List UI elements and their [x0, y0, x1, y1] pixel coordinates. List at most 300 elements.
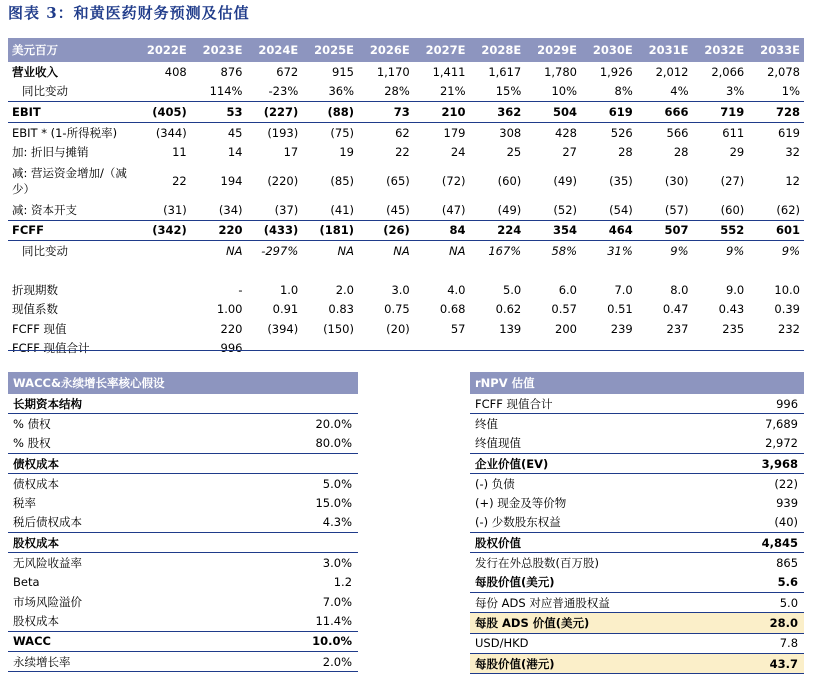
header-year: 2033E	[748, 38, 804, 62]
row-label: 减: 资本开支	[8, 200, 135, 220]
value-cell: NA	[393, 243, 410, 258]
panel-value	[238, 453, 358, 473]
value-cell: (88)	[302, 102, 358, 123]
value-cell: 1,780	[544, 64, 577, 79]
value-cell: 239	[610, 321, 633, 336]
row-label: 营业收入	[12, 64, 58, 79]
panel-label: 税后债权成本	[8, 513, 238, 533]
value-cell: 1,926	[599, 64, 633, 79]
panel-value: 3.0%	[322, 556, 353, 571]
panel-label: WACC	[8, 631, 238, 651]
value-cell: 9%	[726, 243, 745, 258]
table-header-row	[8, 38, 804, 62]
row-label: FCFF 现值合计	[12, 341, 90, 356]
value-cell: (85)	[330, 173, 354, 188]
value-cell: 996	[220, 341, 243, 356]
value-cell	[525, 339, 581, 359]
value-cell: (52)	[525, 200, 581, 220]
value-cell: 36%	[302, 82, 358, 102]
header-year: 2028E	[470, 38, 526, 62]
value-cell: (394)	[267, 321, 299, 336]
panel-row	[470, 474, 804, 494]
value-cell: 566	[666, 125, 689, 140]
value-cell: (27)	[720, 173, 745, 188]
table-row	[8, 280, 804, 300]
panel-header-row	[8, 372, 358, 394]
panel-label: 债权成本	[8, 453, 238, 473]
panel-value: 1.2	[333, 575, 353, 590]
value-cell	[135, 339, 191, 359]
value-cell	[748, 339, 804, 359]
value-cell: 19	[339, 145, 354, 160]
panel-label: 税率	[13, 496, 36, 511]
panel-value: 10.0%	[238, 631, 358, 651]
value-cell: 200	[555, 321, 577, 336]
value-cell: 11	[172, 145, 187, 160]
panel-value: (40)	[684, 513, 804, 533]
value-cell: 32	[785, 145, 800, 160]
value-cell	[135, 82, 191, 102]
value-cell: (31)	[135, 200, 191, 220]
row-label: EBIT * (1-所得税率)	[12, 125, 118, 140]
value-cell: -	[238, 282, 243, 297]
panel-value: 5.0%	[322, 476, 353, 491]
value-cell: 3.0	[391, 282, 410, 297]
value-cell: 619	[778, 125, 800, 140]
panel-label: 永续增长率	[8, 651, 238, 671]
panel-label: % 股权	[8, 434, 238, 454]
spacer-cell	[748, 261, 804, 280]
value-cell: 5.0	[502, 282, 522, 297]
header-year: 2032E	[693, 38, 749, 62]
panel-label: 每份 ADS 对应普通股权益	[470, 592, 684, 612]
value-cell: 0.68	[439, 302, 466, 317]
value-cell: 28%	[358, 82, 414, 102]
panel-label: 债权成本	[13, 476, 59, 491]
panel-row	[8, 631, 358, 651]
panel-label: Beta	[13, 575, 40, 590]
value-cell: (433)	[247, 220, 303, 241]
value-cell: 28	[673, 145, 689, 160]
panel-row	[8, 533, 358, 553]
panel-label: 终值现值	[470, 434, 684, 454]
value-cell: 4.0	[447, 282, 466, 297]
panel-row	[470, 394, 804, 414]
value-cell: 8%	[581, 82, 637, 102]
value-cell: 17	[283, 145, 299, 160]
panel-label: 每股 ADS 价值(美元)	[470, 613, 684, 633]
value-cell: (181)	[302, 220, 358, 241]
panel-label: 每股价值(美元)	[470, 573, 684, 593]
panel-label: 无风险收益率	[13, 556, 82, 571]
row-label: 减: 营运资金增加/（减少）	[12, 165, 127, 196]
value-cell: 507	[637, 220, 693, 241]
row-label: 折现期数	[12, 282, 58, 297]
panel-value: 865	[776, 556, 799, 571]
value-cell: 2,012	[655, 64, 689, 79]
value-cell: -297%	[261, 243, 299, 258]
value-cell: (45)	[358, 200, 414, 220]
value-cell	[135, 241, 191, 261]
value-cell: 12	[785, 173, 800, 188]
table-bottom-rule	[8, 350, 804, 351]
value-cell: 362	[470, 102, 526, 123]
table-row	[8, 82, 804, 102]
panel-label: USD/HKD	[470, 633, 684, 653]
value-cell: 876	[220, 64, 243, 79]
panel-row	[8, 611, 358, 631]
value-cell	[135, 280, 191, 300]
panel-value: 2,972	[684, 434, 804, 454]
rnpv-valuation-table	[470, 372, 804, 674]
value-cell: 21%	[414, 82, 470, 102]
panel-row	[470, 553, 804, 573]
spacer-cell	[302, 261, 358, 280]
panel-value	[238, 394, 358, 414]
table-row	[8, 62, 804, 82]
value-cell: (57)	[637, 200, 693, 220]
spacer-cell	[8, 261, 135, 280]
panel-label: 市场风险溢价	[13, 594, 82, 609]
row-label: FCFF	[8, 220, 135, 241]
panel-label: 股权成本	[8, 533, 238, 553]
value-cell: (37)	[247, 200, 303, 220]
panel-row	[8, 493, 358, 512]
value-cell: (220)	[267, 173, 299, 188]
table-row	[8, 220, 804, 241]
row-label: EBIT	[8, 102, 135, 123]
figure-title: 图表 3：和黄医药财务预测及估值	[8, 4, 250, 22]
panel-row	[470, 633, 804, 653]
value-cell: 14	[227, 145, 243, 160]
table-row	[8, 102, 804, 123]
row-label: 现值系数	[12, 302, 58, 317]
header-year: 2027E	[414, 38, 470, 62]
panel-row	[470, 533, 804, 553]
table-row	[8, 142, 804, 162]
value-cell: 6.0	[558, 282, 577, 297]
value-cell: 0.62	[495, 302, 522, 317]
panel-label: 终值	[475, 416, 498, 431]
panel-value: 4,845	[684, 533, 804, 553]
value-cell: (60)	[693, 200, 749, 220]
value-cell: 915	[332, 64, 354, 79]
row-label: 同比变动	[8, 82, 135, 102]
panel-row	[8, 573, 358, 592]
value-cell: 0.83	[328, 302, 354, 317]
panel-row	[470, 434, 804, 454]
value-cell: 0.47	[662, 302, 689, 317]
spacer-cell	[135, 261, 191, 280]
value-cell: (342)	[135, 220, 191, 241]
value-cell: 114%	[191, 82, 247, 102]
value-cell: 666	[637, 102, 693, 123]
panel-label: 发行在外总股数(百万股)	[475, 556, 599, 571]
value-cell: 24	[450, 145, 466, 160]
value-cell: NA	[226, 243, 243, 258]
header-year: 2026E	[358, 38, 414, 62]
value-cell	[135, 299, 191, 319]
value-cell: 504	[525, 102, 581, 123]
value-cell: 9%	[670, 243, 689, 258]
value-cell: (227)	[247, 102, 303, 123]
panel-label: (-) 少数股东权益	[470, 513, 684, 533]
value-cell	[358, 339, 414, 359]
value-cell: 10%	[525, 82, 581, 102]
row-label: FCFF 现值	[12, 321, 67, 336]
panel-value: 939	[776, 496, 799, 511]
value-cell: 27	[562, 145, 577, 160]
value-cell: 4%	[637, 82, 693, 102]
value-cell: (75)	[330, 125, 354, 140]
value-cell: 719	[693, 102, 749, 123]
panel-row	[8, 651, 358, 671]
table-row	[8, 122, 804, 142]
value-cell: 728	[748, 102, 804, 123]
value-cell: 139	[499, 321, 522, 336]
value-cell: (405)	[135, 102, 191, 123]
panel-row	[470, 414, 804, 434]
value-cell: 0.43	[718, 302, 745, 317]
panel-value: 5.0	[684, 592, 804, 612]
value-cell: 1%	[748, 82, 804, 102]
panel-value: 5.6	[684, 573, 804, 593]
value-cell: 31%	[607, 243, 633, 258]
value-cell	[414, 339, 470, 359]
value-cell: 167%	[488, 243, 522, 258]
spacer-cell	[470, 261, 526, 280]
panel-row	[8, 513, 358, 533]
value-cell: (20)	[386, 321, 410, 336]
value-cell: 28	[618, 145, 633, 160]
panel-row	[470, 453, 804, 473]
panel-label: 长期资本结构	[8, 394, 238, 414]
panel-label: FCFF 现值合计	[470, 394, 684, 414]
panel-value: 7.8	[684, 633, 804, 653]
value-cell: 73	[358, 102, 414, 123]
row-label: 加: 折旧与摊销	[12, 145, 89, 160]
value-cell: (49)	[470, 200, 526, 220]
value-cell: 672	[276, 64, 299, 79]
table-row	[8, 299, 804, 319]
value-cell	[470, 339, 526, 359]
panel-value: 15.0%	[315, 496, 353, 511]
value-cell: 220	[191, 220, 247, 241]
panel-value: 2.0%	[238, 651, 358, 671]
spacer-row	[8, 261, 804, 280]
panel-row	[8, 592, 358, 611]
value-cell: NA	[337, 243, 354, 258]
value-cell: 611	[722, 125, 745, 140]
panel-title: WACC&永续增长率核心假设	[8, 372, 358, 394]
value-cell: (150)	[323, 321, 354, 336]
value-cell: 2.0	[335, 282, 354, 297]
value-cell: 15%	[470, 82, 526, 102]
value-cell: (26)	[358, 220, 414, 241]
value-cell: 1.00	[216, 302, 243, 317]
value-cell: 22	[172, 173, 187, 188]
value-cell: NA	[449, 243, 466, 258]
value-cell	[693, 339, 749, 359]
value-cell: 10.0	[774, 282, 800, 297]
value-cell: 354	[525, 220, 581, 241]
panel-label: (+) 现金及等价物	[475, 496, 567, 511]
value-cell: 84	[414, 220, 470, 241]
value-cell: (47)	[414, 200, 470, 220]
value-cell	[637, 339, 693, 359]
spacer-cell	[581, 261, 637, 280]
value-cell: (35)	[609, 173, 633, 188]
value-cell: 408	[164, 64, 187, 79]
value-cell: (49)	[553, 173, 577, 188]
panel-row	[8, 414, 358, 434]
value-cell: 62	[395, 125, 410, 140]
spacer-cell	[414, 261, 470, 280]
value-cell: 526	[610, 125, 633, 140]
value-cell: 1,617	[488, 64, 522, 79]
panel-row	[470, 592, 804, 612]
value-cell: 9%	[781, 243, 800, 258]
value-cell: 57	[450, 321, 466, 336]
value-cell: 194	[220, 173, 243, 188]
value-cell: -23%	[247, 82, 303, 102]
panel-label: 每股价值(港元)	[470, 653, 684, 673]
value-cell: 0.91	[272, 302, 299, 317]
value-cell: 220	[220, 321, 243, 336]
value-cell	[302, 339, 358, 359]
spacer-cell	[693, 261, 749, 280]
panel-label: 股权价值	[470, 533, 684, 553]
value-cell: (34)	[191, 200, 247, 220]
panel-label: 企业价值(EV)	[470, 453, 684, 473]
value-cell: 3%	[693, 82, 749, 102]
panel-label: % 债权	[13, 416, 51, 431]
value-cell: (54)	[581, 200, 637, 220]
value-cell: 1.0	[279, 282, 299, 297]
spacer-cell	[247, 261, 303, 280]
panel-row	[8, 394, 358, 414]
value-cell: 235	[722, 321, 745, 336]
spacer-cell	[358, 261, 414, 280]
value-cell: 53	[191, 102, 247, 123]
panel-value	[238, 533, 358, 553]
spacer-cell	[637, 261, 693, 280]
panel-value: 7.0%	[322, 594, 353, 609]
header-year: 2022E	[135, 38, 191, 62]
value-cell: 179	[443, 125, 466, 140]
wacc-assumptions-table	[8, 372, 358, 672]
spacer-cell	[525, 261, 581, 280]
panel-value: 11.4%	[238, 611, 358, 631]
value-cell: 0.39	[774, 302, 800, 317]
header-unit-label: 美元百万	[8, 38, 135, 62]
value-cell: 0.51	[607, 302, 633, 317]
panel-row	[8, 474, 358, 494]
panel-header-row	[470, 372, 804, 394]
panel-value: 7,689	[765, 416, 799, 431]
value-cell: 619	[581, 102, 637, 123]
header-year: 2023E	[191, 38, 247, 62]
value-cell: (62)	[748, 200, 804, 220]
panel-row	[470, 653, 804, 673]
value-cell: 2,078	[767, 64, 800, 79]
value-cell: 2,066	[711, 64, 745, 79]
panel-value: 28.0	[684, 613, 804, 633]
value-cell: 237	[666, 321, 689, 336]
value-cell: 0.57	[551, 302, 577, 317]
value-cell: 7.0	[614, 282, 633, 297]
table-row	[8, 162, 804, 200]
value-cell: 1,170	[376, 64, 410, 79]
panel-label: 股权成本	[8, 611, 238, 631]
financial-forecast-table	[8, 38, 804, 358]
header-year: 2030E	[581, 38, 637, 62]
panel-row	[470, 573, 804, 593]
value-cell: (344)	[155, 125, 187, 140]
spacer-cell	[191, 261, 247, 280]
panel-title: rNPV 估值	[470, 372, 804, 394]
value-cell: (30)	[664, 173, 689, 188]
header-year: 2024E	[247, 38, 303, 62]
panel-row	[8, 453, 358, 473]
value-cell: 9.0	[725, 282, 745, 297]
value-cell: 1,411	[432, 64, 466, 79]
panel-row	[470, 613, 804, 633]
panel-value: 43.7	[684, 653, 804, 673]
value-cell: 22	[395, 145, 410, 160]
panel-value: 4.3%	[238, 513, 358, 533]
panel-value: 996	[684, 394, 804, 414]
panel-row	[470, 493, 804, 512]
value-cell: 224	[470, 220, 526, 241]
value-cell: (193)	[267, 125, 299, 140]
header-year: 2031E	[637, 38, 693, 62]
panel-value: 80.0%	[238, 434, 358, 454]
value-cell: (65)	[386, 173, 410, 188]
value-cell: (41)	[302, 200, 358, 220]
header-year: 2029E	[525, 38, 581, 62]
panel-row	[8, 553, 358, 573]
panel-row	[8, 434, 358, 454]
table-row	[8, 319, 804, 339]
panel-value: 20.0%	[315, 416, 353, 431]
panel-label: (-) 负债	[475, 476, 515, 491]
value-cell: 428	[555, 125, 577, 140]
value-cell: 8.0	[670, 282, 689, 297]
value-cell: 232	[778, 321, 800, 336]
panel-row	[470, 513, 804, 533]
value-cell	[135, 319, 191, 339]
value-cell: 29	[729, 145, 745, 160]
value-cell: 552	[693, 220, 749, 241]
value-cell: 0.75	[384, 302, 410, 317]
value-cell: 210	[414, 102, 470, 123]
value-cell: 308	[499, 125, 522, 140]
value-cell: 464	[581, 220, 637, 241]
table-row	[8, 241, 804, 261]
table-row	[8, 339, 804, 359]
panel-value: 3,968	[684, 453, 804, 473]
row-label: 同比变动	[22, 243, 68, 258]
value-cell: 25	[506, 145, 522, 160]
panel-value: (22)	[774, 476, 799, 491]
value-cell	[581, 339, 637, 359]
table-row	[8, 200, 804, 220]
value-cell	[247, 339, 303, 359]
value-cell: 601	[748, 220, 804, 241]
value-cell: 45	[227, 125, 243, 140]
value-cell: (60)	[497, 173, 522, 188]
